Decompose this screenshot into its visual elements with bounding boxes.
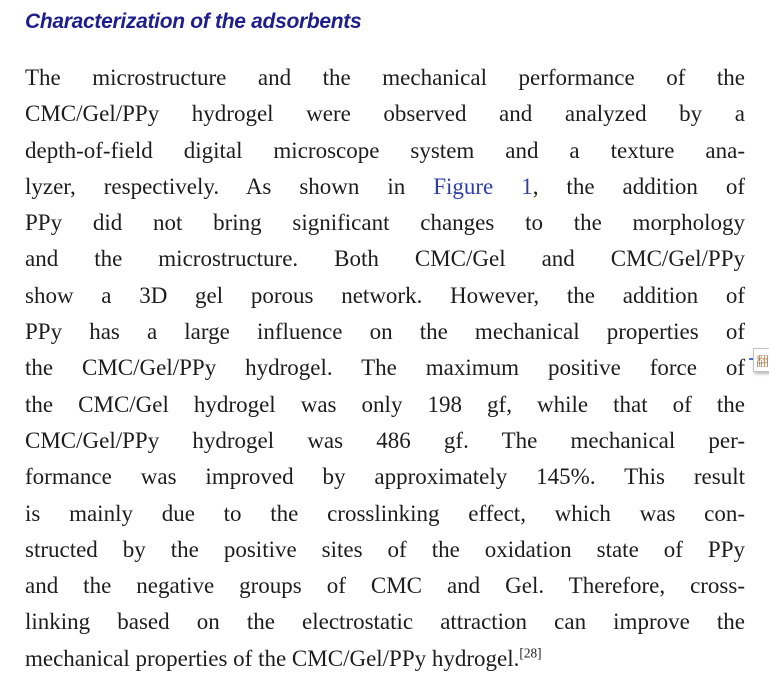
text-segment: , the addition of	[532, 173, 745, 199]
text-segment: linking based on the electrostatic attraction can improve the	[25, 609, 745, 635]
text-segment: CMC/Gel/PPy hydrogel were observed and analyzed by a	[25, 101, 745, 127]
text-segment: and the microstructure. Both CMC/Gel and CMC/Gel/PPy	[25, 246, 745, 272]
paragraph-line	[25, 314, 745, 350]
paragraph-line	[25, 604, 745, 640]
text-segment: the CMC/Gel/PPy hydrogel. The maximum positive force of	[25, 355, 745, 381]
text-segment: structed by the positive sites of the oxidation state of PPy	[25, 536, 745, 562]
paragraph-line	[25, 387, 745, 423]
text-segment: PPy has a large influence on the mechanical properties of	[25, 319, 745, 345]
paragraph-line	[25, 241, 745, 277]
text-segment: and the negative groups of CMC and Gel. Therefore, cross-	[25, 573, 745, 599]
figure-reference-link[interactable]: Figure 1	[433, 173, 533, 199]
text-segment: mechanical properties of the CMC/Gel/PPy hydrogel.	[25, 645, 520, 671]
text-segment: lyzer, respectively. As shown in	[25, 173, 434, 199]
paragraph-line	[25, 169, 745, 205]
translate-popup-button[interactable]	[753, 348, 769, 372]
paragraph-line	[25, 350, 745, 386]
text-segment: CMC/Gel/PPy hydrogel was 486 gf. The mechanical per-	[25, 427, 745, 453]
paragraph-line	[25, 532, 745, 568]
text-segment: formance was improved by approximately 145%. This result	[25, 464, 745, 490]
paragraph-line	[25, 205, 745, 241]
paragraph-line	[25, 96, 745, 132]
paragraph-line	[25, 60, 745, 96]
translate-icon: 翻	[756, 354, 769, 370]
paragraph-line	[25, 133, 745, 169]
text-segment: depth-of-field digital microscope system and a texture ana-	[25, 137, 745, 163]
text-segment: show a 3D gel porous network. However, the addition of	[25, 282, 745, 308]
paragraph-line	[25, 423, 745, 459]
paragraph-line	[25, 459, 745, 495]
paragraph-line	[25, 278, 745, 314]
text-segment: is mainly due to the crosslinking effect, which was con-	[25, 500, 745, 526]
text-segment: PPy did not bring significant changes to the morphology	[25, 210, 745, 236]
body-paragraph	[25, 60, 745, 677]
paragraph-line	[25, 641, 745, 677]
text-segment: the CMC/Gel hydrogel was only 198 gf, while that of the	[25, 391, 745, 417]
paragraph-line	[25, 568, 745, 604]
text-segment: The microstructure and the mechanical performance of the	[25, 65, 745, 90]
citation-reference: [28]	[519, 645, 542, 661]
paragraph-line	[25, 496, 745, 532]
section-heading: Characterization of the adsorbents	[25, 10, 362, 33]
